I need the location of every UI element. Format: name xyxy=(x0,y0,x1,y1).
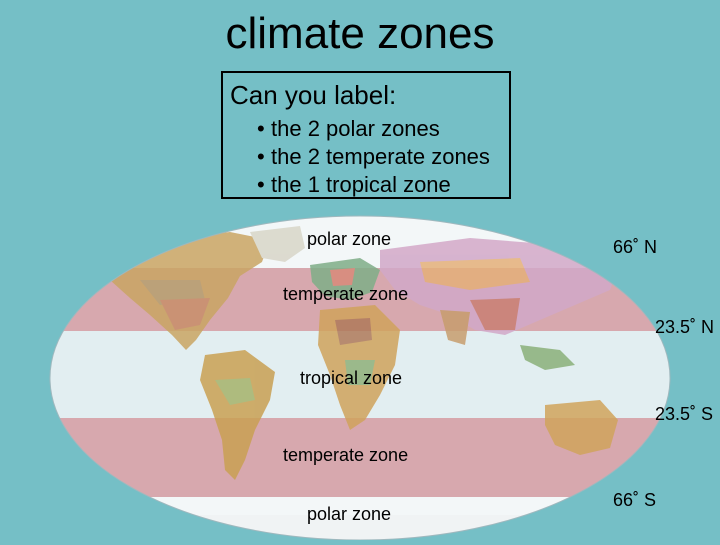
latitude-66n-label: 66˚ N xyxy=(613,237,658,257)
question-item: • the 2 polar zones xyxy=(257,116,440,141)
bullet-icon: • xyxy=(257,144,265,169)
bullet-icon: • xyxy=(257,172,265,197)
question-item: • the 2 temperate zones xyxy=(257,144,490,169)
temperate-zone-south-label: temperate zone xyxy=(283,445,409,465)
latitude-23n-label: 23.5˚ N xyxy=(655,317,715,337)
latitude-66s-label: 66˚ S xyxy=(613,490,657,510)
bullet-icon: • xyxy=(257,116,265,141)
tropical-zone-label: tropical zone xyxy=(300,368,403,388)
polar-zone-north-label: polar zone xyxy=(307,229,392,249)
polar-zone-south-label: polar zone xyxy=(307,504,392,524)
temperate-zone-north-label: temperate zone xyxy=(283,284,409,304)
question-item: • the 1 tropical zone xyxy=(257,172,451,197)
page-title: climate zones xyxy=(225,9,495,58)
question-heading: Can you label: xyxy=(230,80,397,110)
latitude-23s-label: 23.5˚ S xyxy=(655,404,714,424)
